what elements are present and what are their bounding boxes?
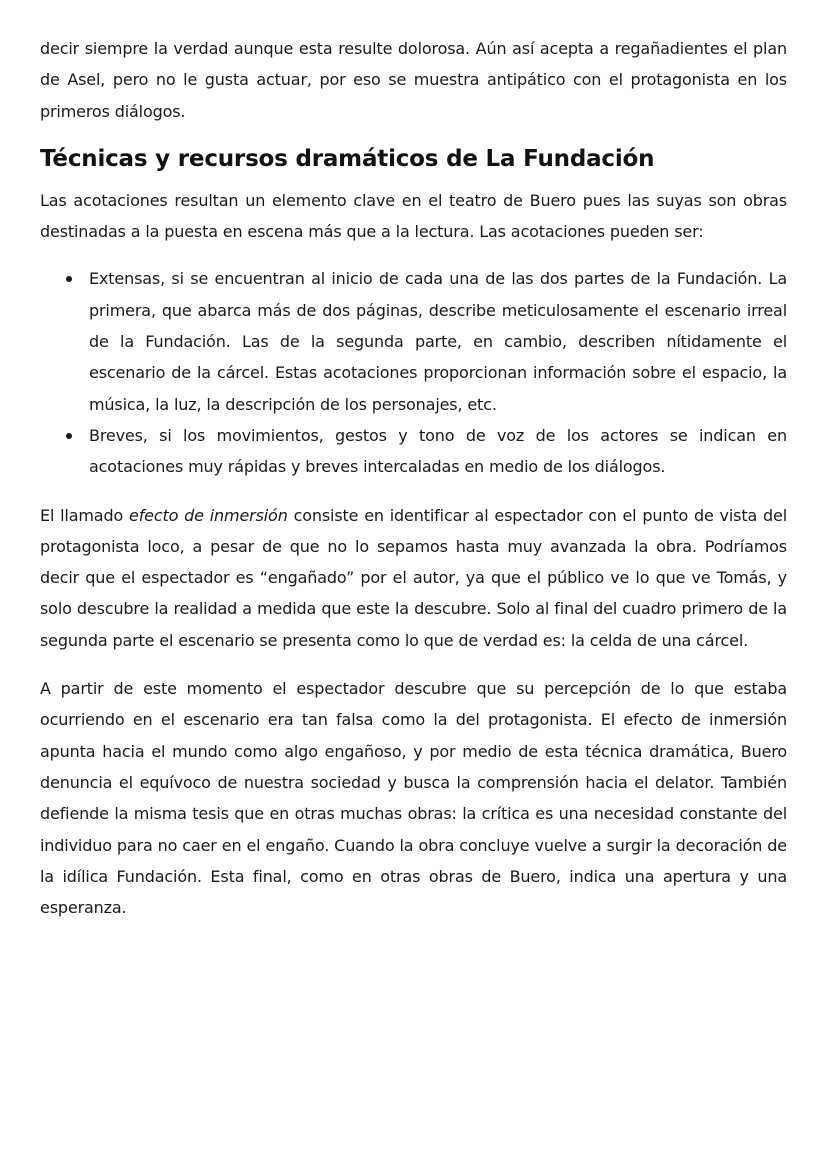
intro-paragraph: decir siempre la verdad aunque esta resulte dolorosa. Aún así acepta a regañadientes el plan de Asel, pero no le gusta actuar, por eso se muestra antipático con el protagonista en los primeros diálogos. bbox=[40, 39, 787, 121]
list-item bbox=[89, 420, 787, 483]
list-item bbox=[89, 263, 787, 419]
bullet-icon bbox=[66, 433, 72, 439]
immersion-emphasis: efecto de inmersión bbox=[129, 505, 288, 525]
section-heading: Técnicas y recursos dramáticos de La Fundación bbox=[40, 145, 655, 172]
immersion-text-after: consiste en identificar al espectador con el punto de vista del protagonista loco, a pesar de que no lo sepamos hasta muy avanzada la obra. Podríamos decir que el espectador es “engañado” por el autor, ya que el público ve lo que ve Tomás, y solo descubre la realidad a medida que este la descubre. Solo al final del cuadro primero de la segunda parte el escenario se presenta como lo que de verdad es: la celda de una cárcel. bbox=[40, 505, 787, 650]
immersion-text-before: El llamado bbox=[40, 505, 129, 525]
immersion-paragraph bbox=[40, 500, 787, 656]
closing-paragraph: A partir de este momento el espectador descubre que su percepción de lo que estaba ocurriendo en el escenario era tan falsa como la del protagonista. El efecto de inmersión apunta hacia el mundo como algo engañoso, y por medio de esta técnica dramática, Buero denuncia el equívoco de nuestra sociedad y busca la comprensión hacia el delator. También defiende la misma tesis que en otras muchas obras: la crítica es una necesidad constante del individuo para no caer en el engaño. Cuando la obra concluye vuelve a surgir la decoración de la idílica Fundación. Esta final, como en otras obras de Buero, indica una apertura y una esperanza. bbox=[40, 679, 787, 918]
bullet-icon bbox=[66, 276, 72, 282]
list-item-text: Breves, si los movimientos, gestos y tono de voz de los actores se indican en acotaciones muy rápidas y breves intercaladas en medio de los diálogos. bbox=[89, 425, 787, 477]
list-item-text: Extensas, si se encuentran al inicio de cada una de las dos partes de la Fundación. La primera, que abarca más de dos páginas, describe meticulosamente el escenario irreal de la Fundación. Las de la segunda parte, en cambio, describen nítidamente el escenario de la cárcel. Estas acotaciones proporcionan información sobre el espacio, la música, la luz, la descripción de los personajes, etc. bbox=[89, 269, 787, 414]
lead-paragraph: Las acotaciones resultan un elemento clave en el teatro de Buero pues las suyas son obras destinadas a la puesta en escena más que a la lectura. Las acotaciones pueden ser: bbox=[40, 190, 787, 242]
acotaciones-list bbox=[40, 263, 787, 482]
document-page bbox=[40, 33, 787, 923]
